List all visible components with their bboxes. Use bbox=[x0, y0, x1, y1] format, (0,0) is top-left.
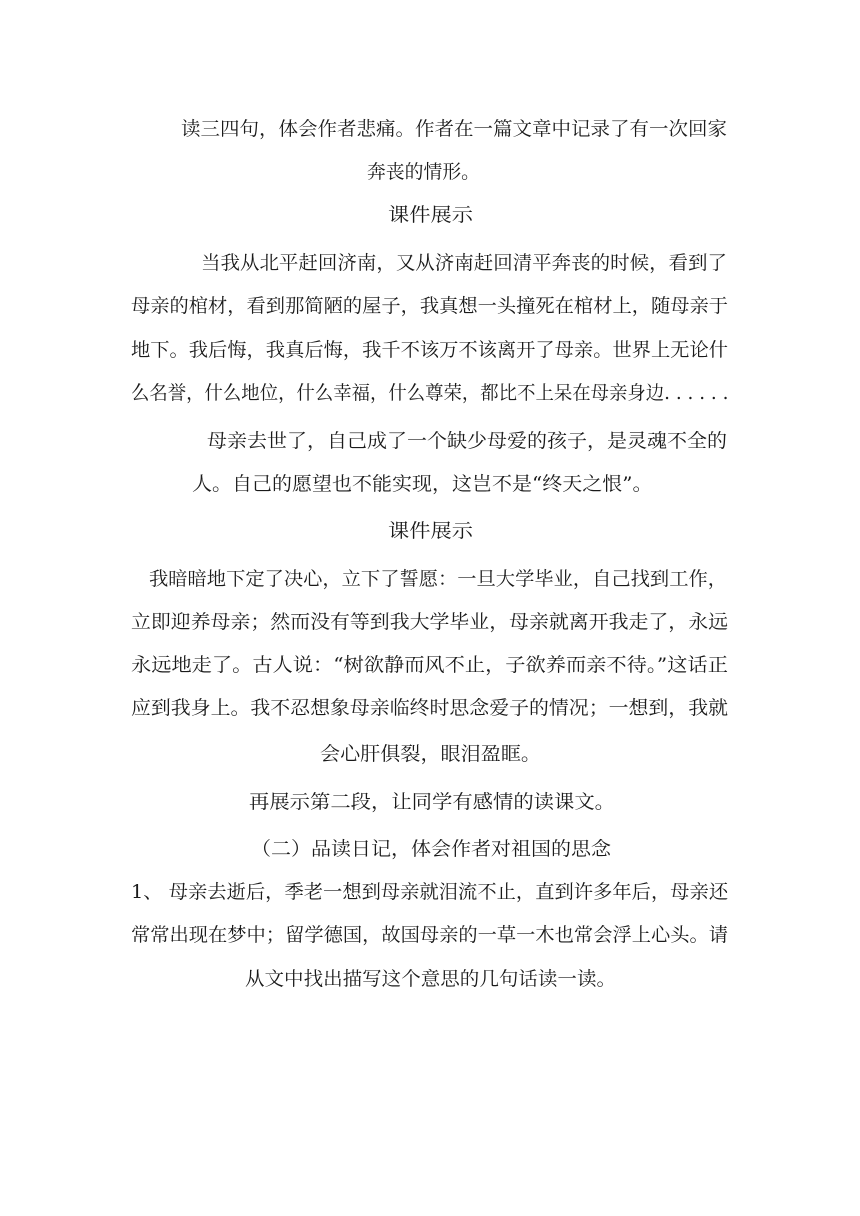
text-line: 常常出现在梦中；留学德国，故国母亲的一草一木也常会浮上心头。请 bbox=[131, 924, 729, 946]
text-line: 母亲去世了，自己成了一个缺少母爱的孩子，是灵魂不全的 bbox=[207, 430, 728, 452]
section-heading: 课件展示 bbox=[388, 204, 474, 226]
text-line: 人。自己的愿望也不能实现，这岂不是“终天之恨”。 bbox=[192, 473, 653, 495]
section-heading: （二）品读日记，体会作者对祖国的思念 bbox=[251, 838, 612, 860]
text-line: 再展示第二段，让同学有感情的读课文。 bbox=[249, 791, 616, 813]
text-line: 当我从北平赶回济南，又从济南赶回清平奔丧的时候，看到了 bbox=[201, 252, 728, 274]
text-line: 么名誉，什么地位，什么幸福，什么尊荣，都比不上呆在母亲身边. . . . . . bbox=[131, 382, 729, 404]
text-line: 会心肝俱裂，眼泪盈眶。 bbox=[320, 743, 542, 765]
text-line: 从文中找出描写这个意思的几句话读一读。 bbox=[245, 968, 617, 990]
text-line: 立即迎养母亲；然而没有等到我大学毕业，母亲就离开我走了，永远 bbox=[131, 611, 729, 633]
section-heading: 课件展示 bbox=[388, 520, 474, 542]
text-line: 母亲的棺材，看到那简陋的屋子，我真想一头撞死在棺材上，随母亲于 bbox=[131, 295, 729, 317]
text-line: 地下。我后悔，我真后悔，我千不该万不该离开了母亲。世界上无论什 bbox=[131, 339, 729, 361]
text-line: 应到我身上。我不忍想象母亲临终时思念爱子的情况；一想到，我就 bbox=[131, 697, 729, 719]
text-line: 我暗暗地下定了决心，立下了誓愿：一旦大学毕业，自己找到工作， bbox=[149, 568, 728, 590]
text-line: 奔丧的情形。 bbox=[367, 161, 481, 183]
list-item-text: 1、 母亲去逝后，季老一想到母亲就泪流不止，直到许多年后，母亲还 bbox=[131, 881, 729, 903]
text-line: 读三四句，体会作者悲痛。作者在一篇文章中记录了有一次回家 bbox=[181, 118, 728, 140]
text-line: 永远地走了。古人说：“树欲静而风不止，子欲养而亲不待。”这话正 bbox=[131, 654, 728, 676]
